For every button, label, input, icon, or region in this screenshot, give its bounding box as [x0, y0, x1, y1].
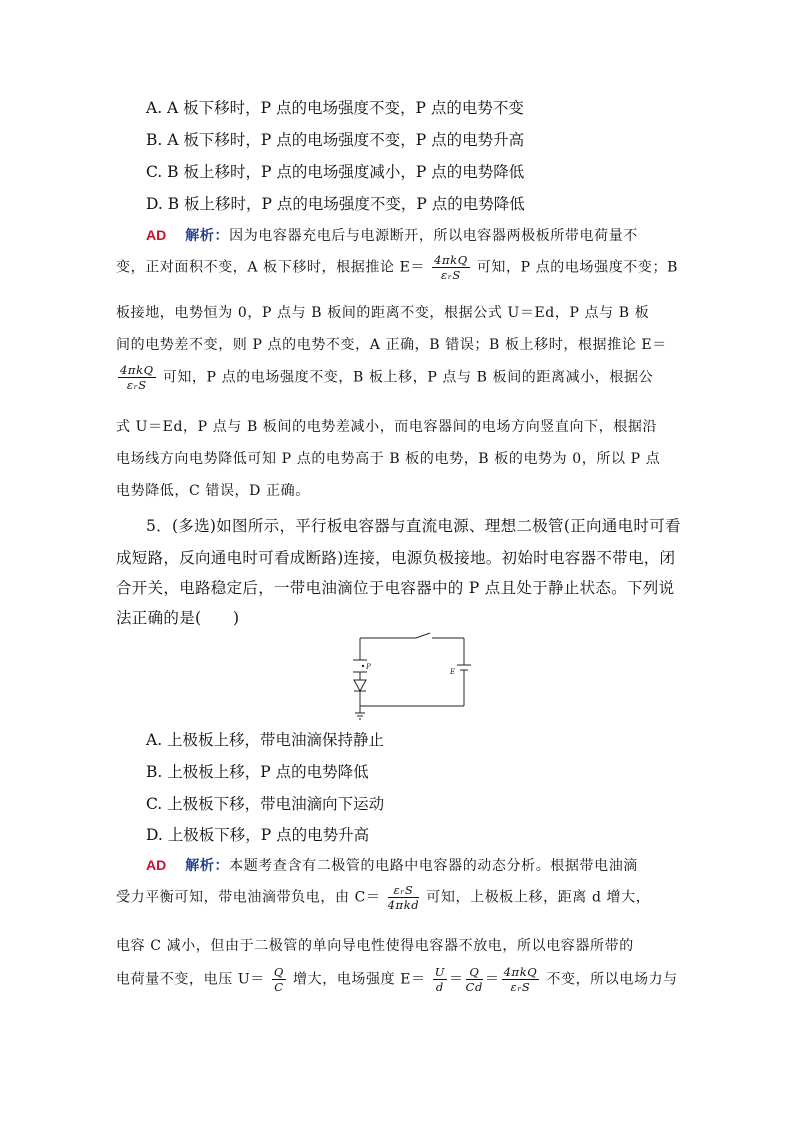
analysis-line: 电场线方向电势降低可知 P 点的电势高于 B 板的电势，B 板的电势为 0，所以 P 点: [116, 451, 661, 467]
point-p-label: P: [366, 663, 371, 671]
analysis-line: 板接地，电势恒为 0，P 点与 B 板间的距离不变，根据公式 U＝Ed，P 点与 B 板: [116, 305, 650, 321]
source-e-label: E: [450, 668, 456, 676]
analysis-line: 电势降低，C 错误，D 正确。: [116, 483, 310, 499]
formula-fraction: $\frac{Q}{C}$: [273, 965, 284, 995]
option-d: D. B 板上移时，P 点的电场强度不变，P 点的电势降低: [146, 195, 525, 213]
analysis-line: 电荷量不变，电压 U＝ $\frac{Q}{C}$ 增大，电场强度 E＝ $\frac{U}{d}$ ＝ $\frac{Q}{Cd}$ ＝ $\frac{\text{4πkQ}}{\text{εᵣS}}$ 不变，所以电场力与: [116, 965, 678, 995]
analysis-line: 间的电势差不变，则 P 点的电势不变，A 正确，B 错误；B 板上移时，根据推论 E＝: [116, 337, 667, 353]
analysis-line: $\frac{\text{4πkQ}}{\text{εᵣS}}$ 可知，P 点的电场强度不变，B 板上移，P 点与 B 板间的距离减小，根据公: [120, 363, 654, 393]
formula-fraction: $\frac{\text{εᵣS}}{\text{4πkd}}$: [387, 883, 420, 913]
analysis-label: 解析：: [185, 228, 230, 244]
oil-drop-point: [362, 665, 364, 667]
answer-label: AD: [146, 227, 167, 243]
analysis-line: 受力平衡可知，带电油滴带负电，由 C＝ $\frac{\text{εᵣS}}{\text{4πkd}}$ 可知，上极板上移，距离 d 增大，: [116, 883, 651, 913]
formula-fraction: $\frac{Q}{Cd}$: [465, 965, 484, 995]
formula-fraction: $\frac{\text{4πkQ}}{\text{εᵣS}}$: [434, 253, 468, 283]
analysis-label: 解析：: [185, 858, 230, 874]
formula-fraction: $\frac{\text{4πkQ}}{\text{εᵣS}}$: [120, 363, 154, 393]
switch-blade: [416, 633, 430, 638]
option-d: D. 上极板下移，P 点的电势升高: [146, 826, 370, 844]
option-a: A. A 板下移时，P 点的电场强度不变，P 点的电势不变: [146, 99, 524, 117]
option-c: C. 上极板下移，带电油滴向下运动: [146, 795, 385, 813]
option-b: B. 上极板上移，P 点的电势降低: [146, 763, 369, 781]
analysis-line: 式 U＝Ed，P 点与 B 板间的电势差减小，而电容器间的电场方向竖直向下，根据沿: [116, 419, 658, 435]
option-a: A. 上极板上移，带电油滴保持静止: [146, 731, 385, 749]
answer-label: AD: [146, 857, 167, 873]
analysis-line: 变，正对面积不变，A 板下移时，根据推论 E＝ $\frac{\text{4πkQ}}{\text{εᵣS}}$ 可知，P 点的电场强度不变；B: [116, 253, 678, 283]
circuit-diagram: [346, 630, 471, 722]
analysis-line: AD 解析：因为电容器充电后与电源断开，所以电容器两极板所带电荷量不: [146, 227, 638, 244]
analysis-line: AD 解析：本题考查含有二极管的电路中电容器的动态分析。根据带电油滴: [146, 857, 638, 874]
question-stem: 法正确的是( ): [116, 609, 240, 627]
diode-symbol: [354, 680, 366, 691]
question-stem: 5．(多选)如图所示，平行板电容器与直流电源、理想二极管(正向通电时可看: [146, 517, 681, 535]
formula-fraction: $\frac{U}{d}$: [434, 965, 446, 995]
formula-fraction: $\frac{\text{4πkQ}}{\text{εᵣS}}$: [503, 965, 538, 995]
option-b: B. A 板下移时，P 点的电场强度不变，P 点的电势升高: [146, 131, 525, 149]
question-stem: 成短路，反向通电时可看成断路)连接，电源负极接地。初始时电容器不带电，闭: [116, 549, 676, 567]
option-c: C. B 板上移时，P 点的电场强度减小，P 点的电势降低: [146, 163, 525, 181]
analysis-line: 电容 C 减小，但由于二极管的单向导电性使得电容器不放电，所以电容器所带的: [116, 938, 634, 954]
question-stem: 合开关，电路稳定后，一带电油滴位于电容器中的 P 点且处于静止状态。下列说: [116, 579, 675, 597]
